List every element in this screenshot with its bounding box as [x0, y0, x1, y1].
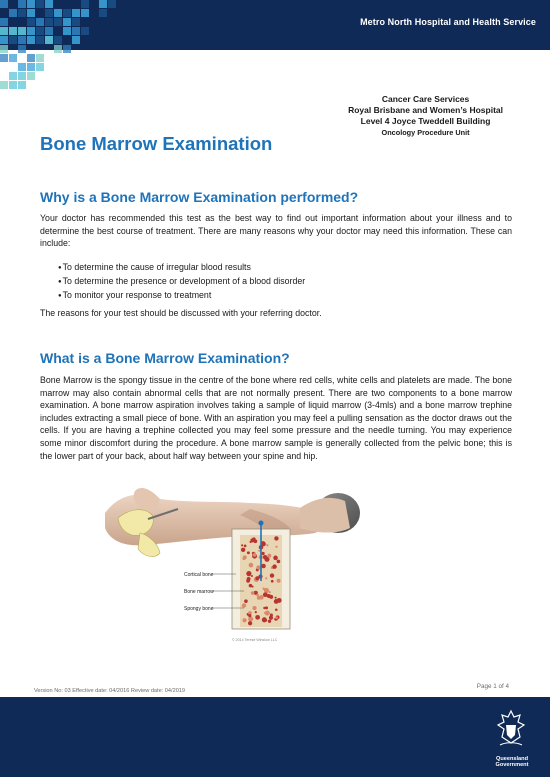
marrow-cell	[242, 618, 246, 622]
unit-line-4: Oncology Procedure Unit	[381, 128, 470, 137]
marrow-cell	[241, 548, 245, 552]
version-info: Version No: 03 Effective date: 04/2016 Review date: 04/2019	[34, 688, 186, 694]
mosaic-square	[9, 54, 17, 62]
unit-line-3: Level 4 Joyce Tweddell Building	[360, 116, 491, 126]
marrow-cell	[272, 564, 276, 568]
marrow-cell	[254, 539, 258, 543]
marrow-cell	[256, 566, 259, 569]
mosaic-square	[90, 9, 98, 17]
mosaic-square	[99, 9, 107, 17]
unit-line-2: Royal Brisbane and Women’s Hospital	[348, 105, 503, 115]
marrow-cell	[255, 611, 257, 613]
marrow-cell	[248, 614, 251, 617]
mosaic-square	[54, 45, 62, 53]
mosaic-square	[9, 0, 17, 8]
mosaic-square	[81, 9, 89, 17]
mosaic-square	[9, 36, 17, 44]
mosaic-square	[45, 0, 53, 8]
mosaic-square	[36, 54, 44, 62]
queensland-crest-icon	[496, 709, 526, 755]
mosaic-square	[27, 9, 35, 17]
marrow-cell	[267, 554, 271, 558]
marrow-cell	[261, 564, 265, 568]
marrow-cell	[263, 555, 267, 559]
mosaic-square	[36, 9, 44, 17]
mosaic-square	[27, 36, 35, 44]
mosaic-square	[27, 0, 35, 8]
mosaic-square	[18, 36, 26, 44]
mosaic-square	[18, 63, 26, 71]
marrow-cell	[259, 595, 264, 600]
list-item: ● To monitor your response to treatment	[58, 289, 305, 303]
mosaic-square	[18, 0, 26, 8]
mosaic-square	[36, 27, 44, 35]
document-title: Bone Marrow Examination	[40, 133, 273, 154]
list-item: ● To determine the presence or development of a blood disorder	[58, 275, 305, 289]
marrow-cell	[266, 544, 268, 546]
marrow-cell	[268, 620, 271, 623]
marrow-cell	[242, 603, 246, 607]
marrow-cell	[274, 536, 278, 540]
marrow-cell	[244, 545, 247, 548]
mosaic-square	[27, 54, 35, 62]
mosaic-square	[9, 72, 17, 80]
mosaic-square	[27, 72, 35, 80]
marrow-cell	[265, 577, 267, 579]
unit-address	[348, 94, 503, 138]
marrow-cell	[275, 597, 277, 599]
marrow-cell	[256, 594, 259, 597]
page-number: Page 1 of 4	[476, 683, 509, 690]
mosaic-square	[63, 45, 71, 53]
marrow-cell	[265, 611, 270, 616]
mosaic-square	[0, 81, 8, 89]
marrow-cell	[247, 577, 251, 581]
mosaic-square	[45, 27, 53, 35]
mosaic-square	[0, 45, 8, 53]
marrow-cell	[251, 591, 255, 595]
marrow-cell	[263, 592, 268, 597]
mosaic-square	[36, 0, 44, 8]
mosaic-square	[90, 0, 98, 8]
mosaic-square	[81, 18, 89, 26]
organization-name: Metro North Hospital and Health Service	[360, 17, 536, 27]
unit-line-1: Cancer Care Services	[381, 94, 470, 104]
figure-copyright: © 2014 Terese Winslow LLC	[232, 638, 278, 642]
mosaic-square	[36, 36, 44, 44]
marrow-cell	[277, 560, 281, 564]
marrow-cell	[255, 615, 260, 620]
mosaic-square	[99, 0, 107, 8]
mosaic-square	[18, 45, 26, 53]
mosaic-square	[108, 0, 116, 8]
mosaic-square	[0, 0, 8, 8]
mosaic-square	[90, 18, 98, 26]
mosaic-square	[9, 27, 17, 35]
label-cortical-bone: Cortical bone	[184, 572, 214, 578]
queensland-government-wordmark: Queensland Government	[495, 756, 529, 769]
mosaic-square	[63, 27, 71, 35]
marrow-cell	[248, 616, 253, 621]
mosaic-square	[54, 18, 62, 26]
marrow-cell	[251, 575, 253, 577]
marrow-cell	[250, 541, 252, 543]
bone-cross-section	[232, 521, 290, 630]
mosaic-square	[9, 81, 17, 89]
mosaic-square	[54, 9, 62, 17]
mosaic-square	[0, 18, 8, 26]
marrow-cell	[252, 606, 256, 610]
mosaic-square	[54, 36, 62, 44]
mosaic-square	[9, 9, 17, 17]
mosaic-square	[81, 27, 89, 35]
marrow-cell	[249, 584, 253, 588]
mosaic-square	[45, 18, 53, 26]
marrow-cell	[244, 599, 248, 603]
decorative-mosaic	[0, 0, 120, 100]
section-heading-what: What is a Bone Marrow Examination?	[40, 350, 290, 366]
marrow-cell	[249, 563, 254, 568]
marrow-cell	[275, 546, 277, 548]
section-heading-why: Why is a Bone Marrow Examination performed?	[40, 189, 359, 205]
mosaic-square	[0, 27, 8, 35]
marrow-cell	[271, 580, 274, 583]
marrow-cell	[262, 552, 265, 555]
marrow-cell	[273, 556, 278, 561]
marrow-cell	[277, 598, 282, 603]
label-bone-marrow: Bone marrow	[184, 589, 214, 595]
marrow-cell	[246, 571, 251, 576]
mosaic-square	[0, 36, 8, 44]
mosaic-square	[0, 54, 8, 62]
mosaic-square	[18, 18, 26, 26]
marrow-cell	[275, 608, 278, 611]
mosaic-square	[72, 9, 80, 17]
mosaic-square	[72, 27, 80, 35]
mosaic-square	[81, 0, 89, 8]
marrow-cell	[243, 555, 247, 559]
marrow-cell	[247, 551, 250, 554]
marrow-cell	[270, 573, 274, 577]
marrow-cell	[253, 553, 257, 557]
section-what-body: Bone Marrow is the spongy tissue in the centre of the bone where red cells, white cells and platelets are made. The bone marrow may also contain abnormal cells that are not normally present. There are two components to a bone marrow examination. A bone marrow aspiration involves taking a sample of liquid marrow (3-4mls) and a bone marrow trephine includes extracting a small piece of bone. With an aspiration you may feel a pulling sensation as the doctor draws out the cells. If you are having a trephine collected you may feel some pressure and the needle turning. You may experience some minor discomfort during the procedure. A bone marrow sample is generally collected from the pelvic bone; this is the lower part of your back, about half way between your spine and hip.	[40, 375, 512, 461]
marrow-cell	[264, 618, 266, 620]
mosaic-square	[72, 36, 80, 44]
mosaic-square	[36, 18, 44, 26]
mosaic-square	[63, 18, 71, 26]
mosaic-square	[54, 0, 62, 8]
mosaic-square	[45, 36, 53, 44]
mosaic-square	[0, 9, 8, 17]
list-item: ● To determine the cause of irregular blood results	[58, 261, 305, 275]
footer-band	[0, 697, 550, 777]
mosaic-square	[72, 18, 80, 26]
mosaic-square	[18, 27, 26, 35]
mosaic-square	[9, 18, 17, 26]
marrow-cell	[248, 621, 252, 625]
marrow-cell	[269, 591, 271, 593]
marrow-cell	[277, 579, 281, 583]
mosaic-square	[18, 72, 26, 80]
marrow-cell	[241, 544, 243, 546]
bone-marrow-procedure-illustration	[100, 473, 390, 648]
section-why-closing: The reasons for your test should be discussed with your referring doctor.	[40, 308, 322, 318]
mosaic-square	[27, 27, 35, 35]
mosaic-square	[18, 81, 26, 89]
mosaic-square	[45, 9, 53, 17]
mosaic-square	[63, 0, 71, 8]
marrow-cell	[275, 616, 278, 619]
marrow-cell	[270, 614, 273, 617]
mosaic-square	[36, 63, 44, 71]
mosaic-square	[72, 0, 80, 8]
mosaic-square	[63, 9, 71, 17]
label-spongy-bone: Spongy bone	[184, 606, 214, 612]
mosaic-square	[27, 18, 35, 26]
marrow-cell	[263, 607, 265, 609]
marrow-cell	[264, 588, 269, 593]
marrow-cell	[258, 550, 260, 552]
mosaic-square	[27, 63, 35, 71]
section-why-intro: Your doctor has recommended this test as the best way to find out important information about your illness and to determine the best course of treatment. There are many reasons why your doctor may need this information. These can include:	[40, 213, 512, 249]
reasons-list	[58, 261, 305, 302]
mosaic-square	[18, 9, 26, 17]
